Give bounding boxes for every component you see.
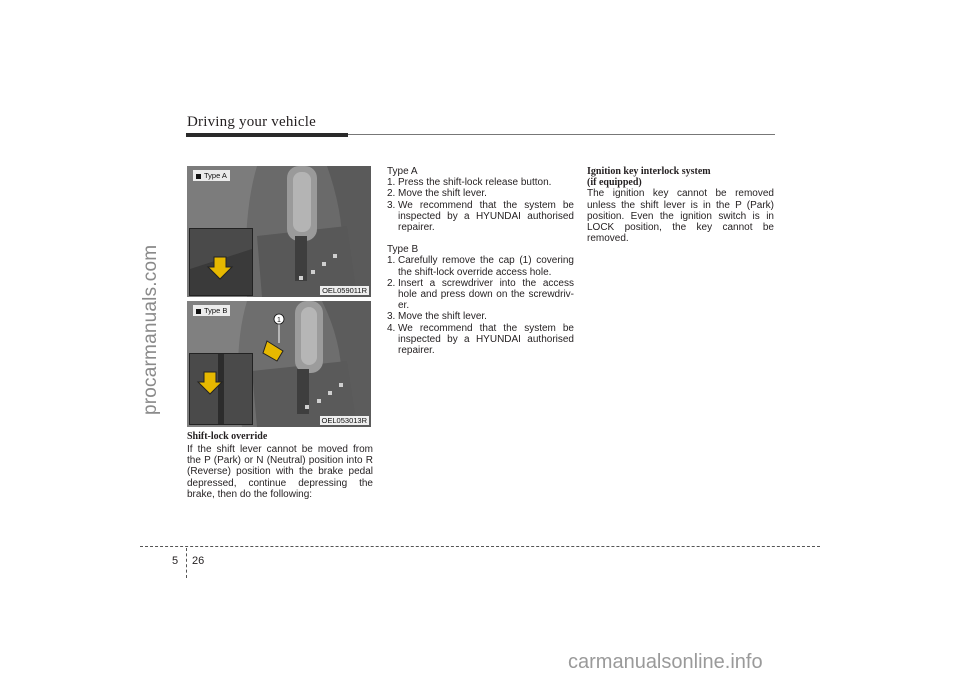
type-a-title: Type A	[387, 166, 418, 177]
header-rule-thick	[186, 133, 348, 137]
figure-code-b: OEL053013R	[321, 416, 367, 425]
list-item: 1. Carefully remove the cap (1) covering the shift-lock override access hole.	[387, 255, 574, 278]
type-b-title: Type B	[387, 244, 419, 256]
list-item: 2. Insert a screwdriver into the access hole and press down on the screwdriv-er.	[387, 277, 574, 312]
chapter-number: 5	[172, 555, 179, 567]
bottom-watermark: carmanualsonline.info	[568, 651, 763, 673]
header-rule-thin	[348, 134, 775, 135]
ignition-interlock-paragraph: The ignition key cannot be removed unless the shift lever is in the P (Park) position. Even the ignition switch is in LOCK position, the key cannot be removed.	[587, 188, 774, 245]
ignition-interlock-subheading: (if equipped)	[587, 177, 642, 189]
page-number: 26	[192, 555, 205, 567]
page-header-title: Driving your vehicle	[187, 114, 316, 130]
figure-inset-b	[189, 353, 253, 425]
middle-column	[387, 166, 574, 356]
list-item: 3. We recommend that the system be inspected by a HYUNDAI authorised repairer.	[387, 199, 574, 234]
callout-number: 1	[277, 317, 281, 324]
list-item: 2. Move the shift lever.	[387, 188, 487, 200]
right-column	[587, 166, 774, 244]
list-item: 1. Press the shift-lock release button.	[387, 177, 552, 189]
figure-code-a: OEL059011R	[322, 286, 367, 295]
figure-inset-a	[189, 228, 253, 296]
shift-lock-override-heading: Shift-lock override	[187, 431, 268, 442]
list-item: 4. We recommend that the system be inspected by a HYUNDAI authorised repairer.	[387, 322, 574, 357]
figure-type-a	[187, 166, 371, 297]
ignition-interlock-heading: Ignition key interlock system	[587, 166, 711, 177]
footer-rule	[140, 546, 820, 547]
shift-lock-override-paragraph: If the shift lever cannot be moved from the P (Park) or N (Neutral) position into R (Reverse) position with the brake pedal depressed, continue depressing the brake, then do the following:	[187, 444, 373, 500]
figure-type-b	[187, 301, 371, 427]
footer-divider	[186, 548, 187, 578]
figure-tag-b: Type B	[193, 305, 230, 316]
list-item: 3. Move the shift lever.	[387, 311, 487, 323]
figure-tag-a: Type A	[193, 170, 230, 181]
side-watermark: procarmanuals.com	[140, 244, 161, 415]
